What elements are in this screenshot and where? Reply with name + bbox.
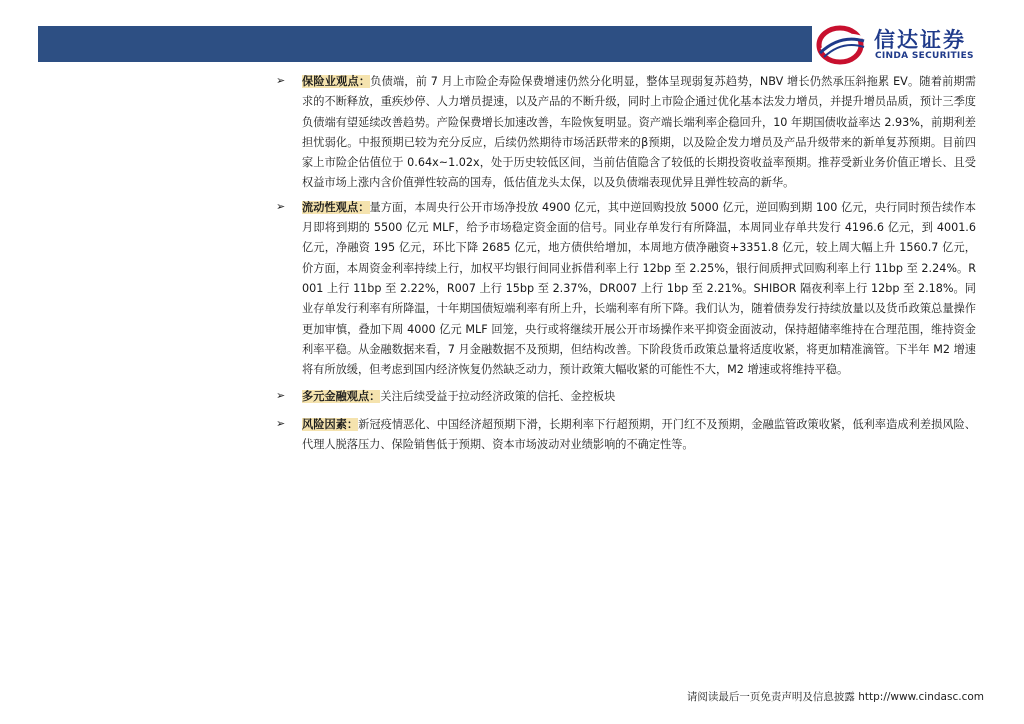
brand-name-en: CINDA SECURITIES — [875, 51, 974, 61]
arrowhead-bullet-icon: ➢ — [276, 199, 286, 213]
header-bar — [38, 26, 812, 62]
bullet-text — [302, 387, 976, 407]
cinda-logo-icon — [816, 22, 868, 66]
brand-logo — [816, 22, 996, 66]
report-content — [272, 72, 976, 455]
bullet-body: 负债端，前 7 月上市险企寿险保费增速仍然分化明显，整体呈现弱复苏趋势，NBV 增长仍然承压斜拖累 EV。随着前期需求的不断释放，重疾炒停、人力增员提速，以及产品的不断升级，同时上市险企通过优化基本法发力增员，并提升增员品质，预计三季度负债端有望延续改善趋势。产险保费增长加速改善，车险恢复明显。资产端长端利率企稳回升，10 年期国债收益率达 2.93%，前期利差担忧弱化。中报预期已较为充分反应，后续仍然期待市场活跃带来的β预期，以及险企发力增员及产品升级带来的新单复苏预期。目前四家上市险企估值位于 0.64x~1.02x，处于历史较低区间，当前估值隐含了较低的长期投资收益率预期。推荐受新业务价值正增长、且受权益市场上涨内含价值弹性较高的国寿，低估值龙头太保，以及负债端表现优异且弹性较高的新华。 — [302, 75, 976, 190]
bullet-insurance — [272, 72, 976, 194]
footer-url[interactable]: http://www.cindasc.com — [858, 691, 984, 703]
arrowhead-bullet-icon: ➢ — [276, 416, 286, 430]
bullet-liquidity — [272, 198, 976, 381]
bullet-text — [302, 72, 976, 194]
footer-disclaimer: 请阅读最后一页免责声明及信息披露 — [686, 691, 855, 703]
bullet-title: 流动性观点： — [302, 200, 370, 214]
brand-name-cn: 信达证券 — [874, 28, 966, 52]
bullet-body: 关注后续受益于拉动经济政策的信托、金控板块 — [380, 390, 616, 404]
bullet-diversified-finance — [272, 387, 976, 407]
arrowhead-bullet-icon: ➢ — [276, 74, 286, 87]
page-footer — [687, 689, 984, 704]
bullet-body: 新冠疫情恶化、中国经济超预期下滑，长期利率下行超预期，开门红不及预期，金融监管政策收紧，低利率造成利差损风险、代理人脱落压力、保险销售低于预期、资本市场波动对业绩影响的不确定性等。 — [302, 417, 976, 452]
arrowhead-bullet-icon: ➢ — [276, 389, 286, 403]
bullet-text — [302, 415, 976, 456]
bullet-body: 量方面，本周央行公开市场净投放 4900 亿元，其中逆回购投放 5000 亿元，逆回购到期 100 亿元，央行同时预告续作本月即将到期的 5500 亿元 MLF，给予市场稳定资金面的信号。同业存单发行有所降温，本周同业存单共发行 4196.6 亿元，到 4001.6 亿元，净融资 195 亿元，环比下降 2685 亿元，地方债供给增加，本周地方债净融资+3351.8 亿元，较上周大幅上升 1560.7 亿元，价方面，本周资金利率持续上行，加权平均银行间同业拆借利率上行 12bp 至 2.25%，银行间质押式回购利率上行 11bp 至 2.24%。R001 上行 11bp 至 2.22%，R007 上行 15bp 至 2.37%，DR007 上行 1bp 至 2.21%。SHIBOR 隔夜利率上行 12bp 至 2.18%。同业存单发行利率有所降温，十年期国债短端利率有所上升，长端利率有所下降。我们认为，随着债券发行持续放量以及货币政策总量操作更加审慎，叠加下周 4000 亿元 MLF 回笼，央行或将继续开展公开市场操作来平抑资金面波动，保持超储率维持在合理范围，维持资金利率平稳。从金融数据来看，7 月金融数据不及预期，但结构改善。下阶段货币政策总量将适度收紧，将更加精准滴管。下半年 M2 增速将有所放缓，但考虑到国内经济恢复仍然缺乏动力，预计政策大幅收紧的可能性不大，M2 增速或将维持平稳。 — [302, 200, 976, 377]
bullet-title: 保险业观点： — [302, 75, 371, 88]
bullet-title: 风险因素： — [302, 417, 359, 431]
bullet-risk-factors — [272, 415, 976, 456]
bullet-text — [302, 198, 976, 381]
bullet-title: 多元金融观点： — [302, 390, 381, 404]
